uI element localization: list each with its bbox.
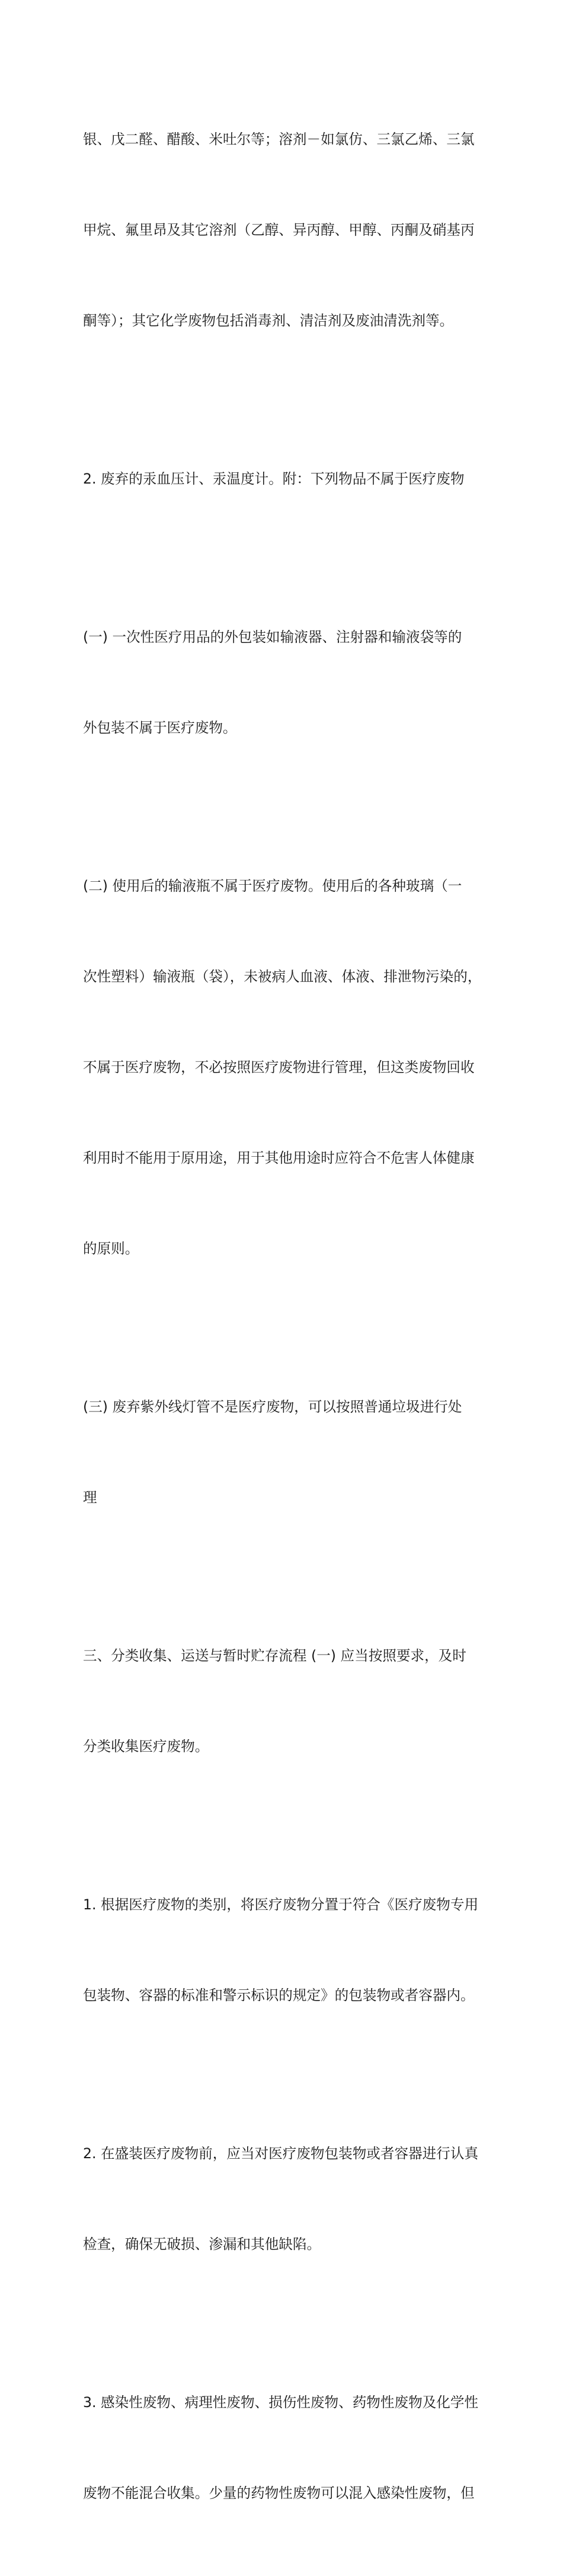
text-line: 2. 废弃的汞血压计、汞温度计。附：下列物品不属于医疗废物: [83, 471, 465, 487]
text-line: 1. 根据医疗废物的类别，将医疗废物分置于符合《医疗废物专用: [83, 1896, 479, 1913]
text-line: 废物不能混合收集。少量的药物性废物可以混入感染性废物，但: [83, 2485, 475, 2501]
text-line: 检查，确保无破损、渗漏和其他缺陷。: [83, 2236, 321, 2252]
text-line: 甲烷、氟里昂及其它溶剂（乙醇、异丙醇、甲醇、丙酮及硝基丙: [83, 222, 475, 238]
paragraph-mercury-devices: [83, 404, 519, 555]
text-line: 银、戊二醛、醋酸、米吐尔等；溶剂－如氯仿、三氯乙烯、三氯: [83, 131, 475, 148]
text-line: (一) 一次性医疗用品的外包装如输液器、注射器和输液袋等的: [83, 629, 462, 645]
text-line: (三) 废弃紫外线灯管不是医疗废物，可以按照普通垃圾进行处: [83, 1399, 462, 1415]
text-line: (二) 使用后的输液瓶不属于医疗废物。使用后的各种玻璃（一: [83, 878, 462, 894]
text-line: 次性塑料）输液瓶（袋），未被病人血液、体液、排泄物污染的，: [83, 968, 482, 985]
paragraph-exclusion-3: [83, 1332, 519, 1573]
text-line: 3. 感染性废物、病理性废物、损伤性废物、药物性废物及化学性: [83, 2394, 479, 2411]
list-item-2: [83, 2078, 519, 2320]
list-item-1: [83, 1829, 519, 2071]
paragraph-exclusion-1: [83, 562, 519, 804]
list-item-3: [83, 2327, 519, 2569]
text-line: 三、分类收集、运送与暂时贮存流程 (一) 应当按照要求，及时: [83, 1647, 466, 1664]
text-line: 理: [83, 1489, 97, 1506]
text-line: 不属于医疗废物，不必按照医疗废物进行管理，但这类废物回收: [83, 1059, 475, 1076]
text-line: 的原则。: [83, 1240, 139, 1257]
text-line: 分类收集医疗废物。: [83, 1738, 209, 1755]
section-heading-collection: [83, 1580, 519, 1822]
text-line: 2. 在盛装医疗废物前，应当对医疗废物包装物或者容器进行认真: [83, 2145, 479, 2162]
text-line: 包装物、容器的标准和警示标识的规定》的包装物或者容器内。: [83, 1987, 475, 2004]
text-line: 酮等）；其它化学废物包括消毒剂、清洁剂及废油清洗剂等。: [83, 312, 454, 329]
text-line: 利用时不能用于原用途，用于其他用途时应符合不危害人体健康: [83, 1150, 475, 1166]
paragraph-exclusion-2: [83, 811, 519, 1324]
document-body: [83, 64, 519, 2576]
text-line: 外包装不属于医疗废物。: [83, 719, 237, 736]
paragraph-chemical-waste: [83, 64, 519, 396]
